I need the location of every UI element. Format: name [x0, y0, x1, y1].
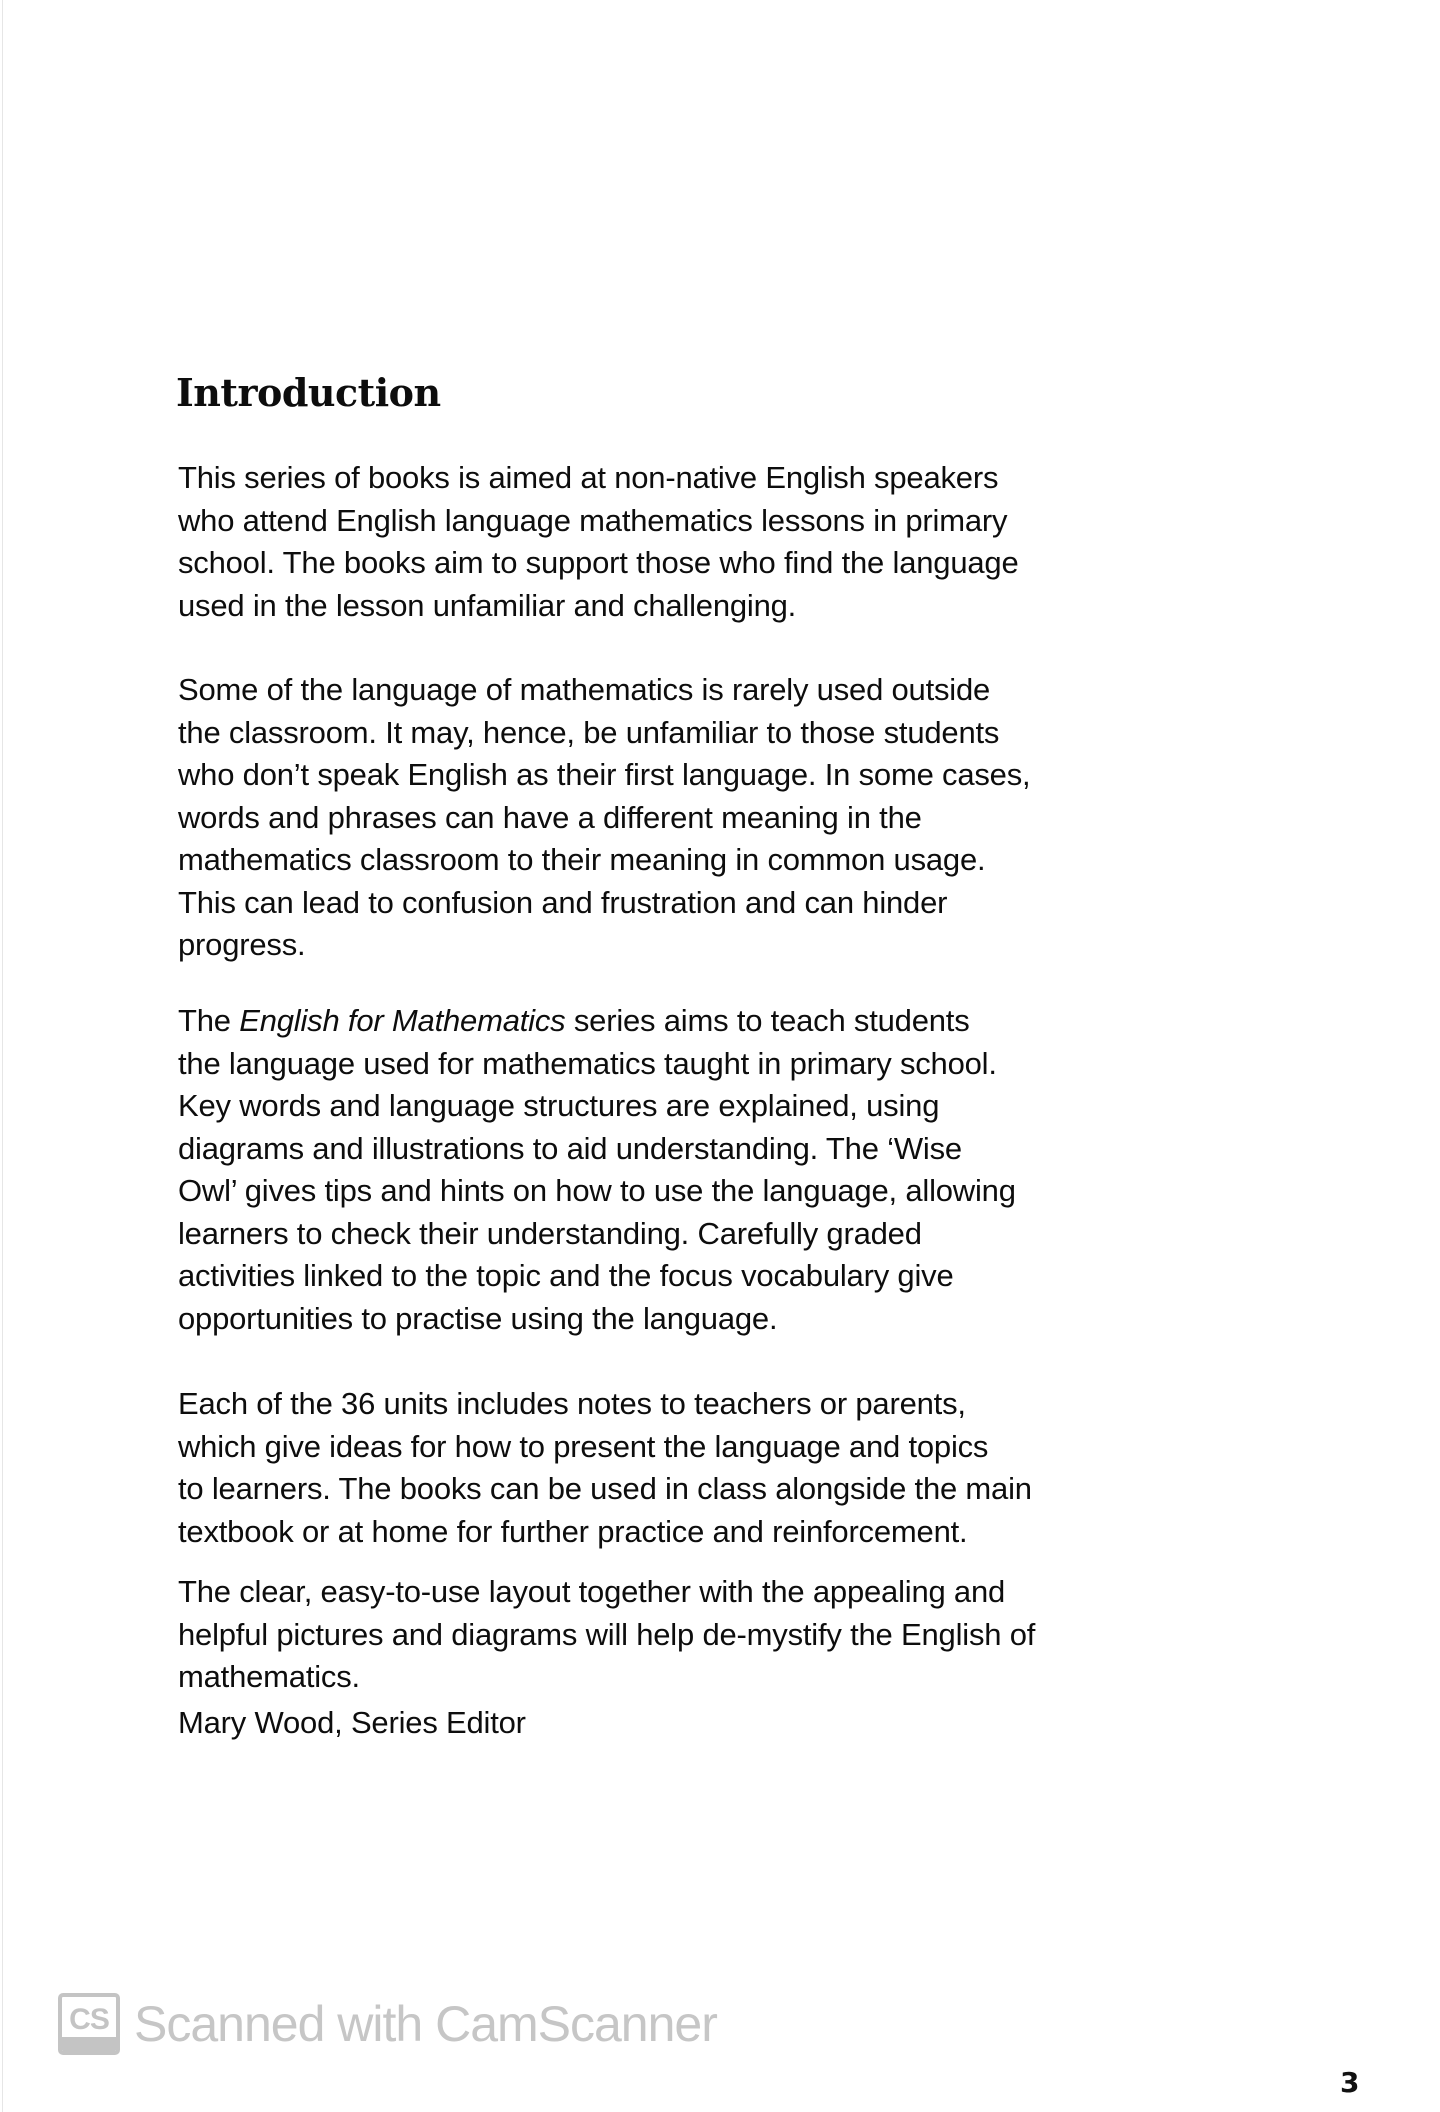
text-line: This series of books is aimed at non-native English speakers: [178, 460, 999, 495]
text-line: Each of the 36 units includes notes to teachers or parents,: [178, 1386, 966, 1421]
paragraph-language: [178, 669, 1218, 967]
series-title: English for Mathematics: [239, 1003, 566, 1038]
paragraph-intro: [178, 457, 1218, 627]
page-edge: [2, 0, 3, 2112]
text-line: helpful pictures and diagrams will help de-mystify the English of: [178, 1616, 1036, 1652]
text-line: to learners. The books can be used in class alongside the main: [178, 1471, 1032, 1506]
text-line: activities linked to the topic and the focus vocabulary give: [178, 1258, 954, 1293]
paragraph-units: [178, 1383, 1218, 1553]
text-line: progress.: [178, 927, 306, 962]
logo-bar: [62, 2037, 116, 2051]
logo-text: CS: [69, 2003, 109, 2036]
text-line: Owl’ gives tips and hints on how to use the language, allowing: [178, 1173, 1016, 1208]
text-line: used in the lesson unfamiliar and challenging.: [178, 587, 797, 623]
page-number: 3: [1340, 2066, 1360, 2099]
text-line: which give ideas for how to present the language and topics: [178, 1428, 989, 1464]
text-line: The clear, easy-to-use layout together with the appealing and: [178, 1574, 1006, 1609]
text-line: Key words and language structures are explained, using: [178, 1088, 940, 1123]
text-line: words and phrases can have a different meaning in the: [178, 799, 922, 835]
page-heading: Introduction: [176, 370, 441, 415]
paragraph-series: [178, 1000, 1218, 1340]
text-line: Some of the language of mathematics is rarely used outside: [178, 672, 991, 707]
watermark-text: Scanned with CamScanner: [134, 1996, 717, 2052]
camscanner-watermark: [58, 1993, 717, 2055]
signature-text: Mary Wood, Series Editor: [178, 1705, 526, 1740]
text-line: mathematics classroom to their meaning in common usage.: [178, 842, 986, 877]
text-line: learners to check their understanding. Carefully graded: [178, 1215, 922, 1251]
text-line: the language used for mathematics taught in primary school.: [178, 1045, 997, 1081]
camscanner-logo-icon: [58, 1993, 120, 2055]
text-line: diagrams and illustrations to aid understanding. The ‘Wise: [178, 1130, 962, 1166]
text-line: who attend English language mathematics lessons in primary: [178, 502, 1008, 538]
text-line: the classroom. It may, hence, be unfamiliar to those students: [178, 714, 1000, 750]
paragraph-layout: [178, 1571, 1218, 1699]
text-fragment: series aims to teach students: [565, 1003, 970, 1038]
text-line: who don’t speak English as their first language. In some cases,: [178, 757, 1031, 792]
signature: [178, 1702, 1218, 1745]
text-line: school. The books aim to support those who find the language: [178, 545, 1019, 580]
text-fragment: The: [178, 1003, 240, 1038]
text-line: opportunities to practise using the language.: [178, 1300, 778, 1336]
text-line: textbook or at home for further practice and reinforcement.: [178, 1513, 968, 1549]
text-line: This can lead to confusion and frustration and can hinder: [178, 884, 948, 920]
text-line: [178, 1000, 1218, 1043]
text-line: mathematics.: [178, 1659, 360, 1694]
